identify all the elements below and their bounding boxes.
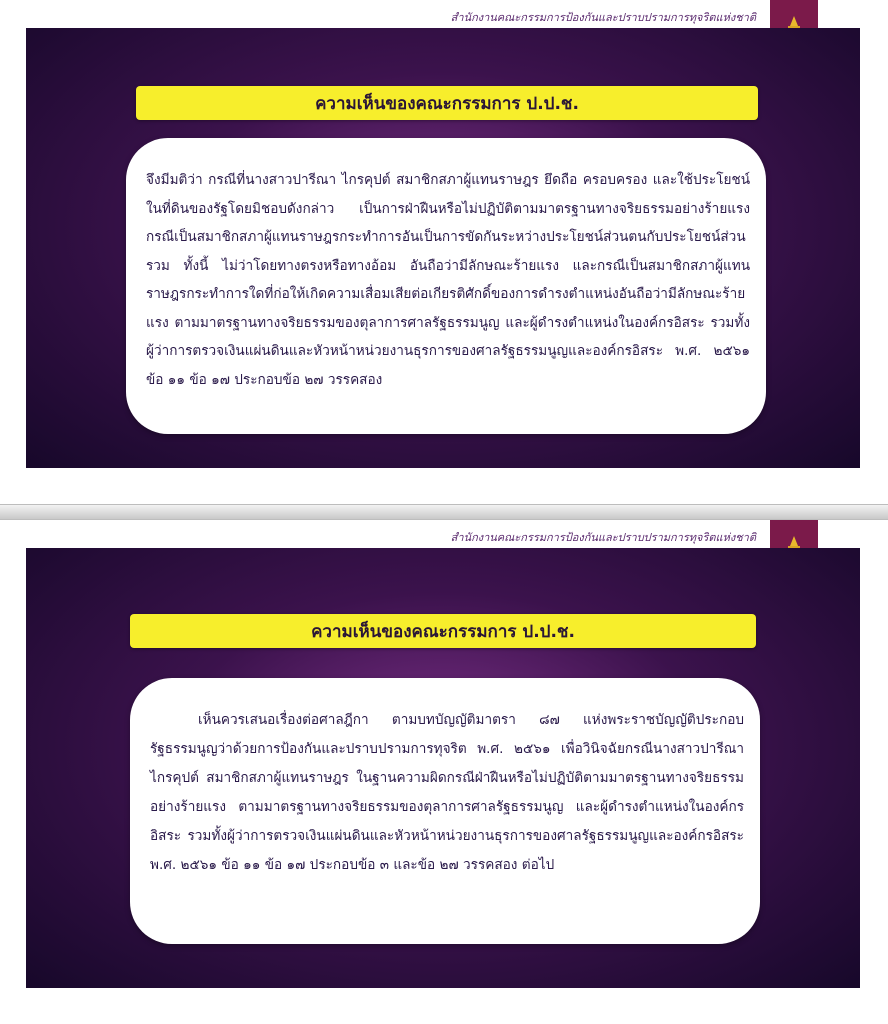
slide-banner bbox=[26, 548, 860, 988]
slide-title: ความเห็นของคณะกรรมการ ป.ป.ช. bbox=[315, 93, 579, 114]
title-bar bbox=[130, 614, 756, 648]
slide-2 bbox=[0, 520, 888, 1024]
slide-divider bbox=[0, 504, 888, 520]
slide-banner bbox=[26, 28, 860, 468]
body-text: จึงมีมติว่า กรณีที่นางสาวปารีณา ไกรคุปต์ สมาชิกสภาผู้แทนราษฎร ยึดถือ ครอบครอง และใช้ประโยชน์ในที่ดินของรัฐโดยมิชอบดังกล่าว เป็นการฝ่าฝืนหรือไม่ปฏิบัติตามมาตรฐานทางจริยธรรมอย่างร้ายแรง กรณีเป็นสมาชิกสภาผู้แทนราษฎรกระทำการอันเป็นการขัดกันระหว่างประโยชน์ส่วนตนกับประโยชน์ส่วนรวม ทั้งนี้ ไม่ว่าโดยทางตรงหรือทางอ้อม อันถือว่ามีลักษณะร้ายแรง และกรณีเป็นสมาชิกสภาผู้แทนราษฎรกระทำการใดที่ก่อให้เกิดความเสื่อมเสียต่อเกียรติศักดิ์ของการดำรงตำแหน่งอันถือว่ามีลักษณะร้ายแรง ตามมาตรฐานทางจริยธรรมของตุลาการศาลรัฐธรรมนูญ และผู้ดำรงตำแหน่งในองค์กรอิสระ รวมทั้งผู้ว่าการตรวจเงินแผ่นดินและหัวหน้าหน่วยงานธุรการของศาลรัฐธรรมนูญและองค์กรอิสระ พ.ศ. ๒๕๖๑ ข้อ ๑๑ ข้อ ๑๗ ประกอบข้อ ๒๗ วรรคสอง bbox=[146, 172, 750, 388]
org-name: สำนักงานคณะกรรมการป้องกันและปราบปรามการทุจริตแห่งชาติ bbox=[450, 11, 756, 24]
slide-title: ความเห็นของคณะกรรมการ ป.ป.ช. bbox=[311, 621, 575, 642]
text-card bbox=[126, 138, 766, 434]
body-text: เห็นควรเสนอเรื่องต่อศาลฎีกา ตามบทบัญญัติมาตรา ๘๗ แห่งพระราชบัญญัติประกอบรัฐธรรมนูญว่าด้วยการป้องกันและปราบปรามการทุจริต พ.ศ. ๒๕๖๑ เพื่อวินิจฉัยกรณีนางสาวปารีณา ไกรคุปต์ สมาชิกสภาผู้แทนราษฎร ในฐานความผิดกรณีฝ่าฝืนหรือไม่ปฏิบัติตามมาตรฐานทางจริยธรรมอย่างร้ายแรง ตามมาตรฐานทางจริยธรรมของตุลาการศาลรัฐธรรมนูญ และผู้ดำรงตำแหน่งในองค์กรอิสระ รวมทั้งผู้ว่าการตรวจเงินแผ่นดินและหัวหน้าหน่วยงานธุรการของศาลรัฐธรรมนูญและองค์กรอิสระ พ.ศ. ๒๕๖๑ ข้อ ๑๑ ข้อ ๑๗ ประกอบข้อ ๓ และข้อ ๒๗ วรรคสอง ต่อไป bbox=[150, 712, 744, 873]
slide-1 bbox=[0, 0, 888, 504]
text-card bbox=[130, 678, 760, 944]
title-bar bbox=[136, 86, 758, 120]
org-name: สำนักงานคณะกรรมการป้องกันและปราบปรามการทุจริตแห่งชาติ bbox=[450, 531, 756, 544]
